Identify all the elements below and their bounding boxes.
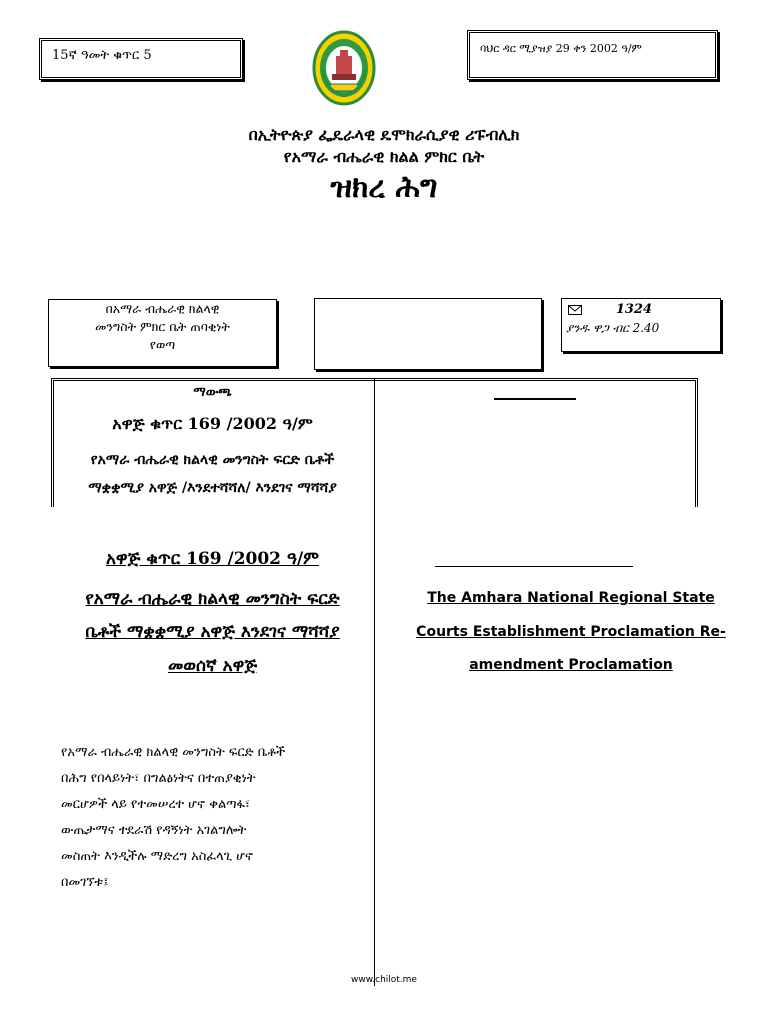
column-divider bbox=[374, 378, 375, 986]
english-title-line: amendment Proclamation bbox=[469, 657, 673, 673]
blank-box bbox=[314, 298, 542, 370]
amharic-title-line: የአማራ ብሔራዊ ክልላዊ መንግስት ፍርድ bbox=[85, 589, 340, 609]
preamble-line: ውጤታማና ተደራሽ የዳኝነት አገልግሎት bbox=[61, 823, 247, 838]
country-name: በኢትዮጵያ ፌዴራላዊ ዴሞክራሲያዊ ሪፑብሊክ bbox=[248, 125, 520, 144]
council-name: የአማራ ብሔራዊ ክልል ምክር ቤት bbox=[283, 147, 485, 166]
gazette-title: ዝክረ ሕግ bbox=[330, 170, 438, 205]
preamble-line: መርሆዎች ላይ የተመሠረተ ሆኖ ቀልጣፋ፣ bbox=[61, 797, 251, 812]
amharic-title-line: መወሰኛ አዋጅ bbox=[167, 656, 258, 676]
issuer-line: የወጣ bbox=[149, 337, 176, 352]
volume-number-box bbox=[39, 38, 243, 80]
footer-url: www.chilot.me bbox=[351, 975, 417, 985]
preamble-line: መስጠት እንዲችሉ ማድረግ አስፈላጊ ሆኖ bbox=[61, 849, 254, 864]
proclamation-number: አዋጅ ቁጥር 169 /2002 ዓ/ም bbox=[105, 549, 320, 569]
date-box bbox=[467, 30, 718, 80]
preamble-line: በመገኘቱ፤ bbox=[61, 875, 109, 890]
issuer-line: መንግስት ምክር ቤት ጠባቂነት bbox=[95, 319, 230, 334]
contents-desc-line: ማቋቋሚያ አዋጅ /እንደተሻሻለ/ እንደገና ማሻሻያ bbox=[88, 480, 337, 496]
english-title-line: The Amhara National Regional State bbox=[427, 590, 715, 606]
contents-desc-line: የአማራ ብሔራዊ ክልላዊ መንግስት ፍርድ ቤቶች bbox=[90, 452, 335, 468]
english-title-line: Courts Establishment Proclamation Re- bbox=[416, 624, 726, 640]
amharic-title-line: ቤቶች ማቋቋሚያ አዋጅ እንደገና ማሻሻያ bbox=[85, 622, 340, 642]
volume-number: 15ኛ ዓመት ቁጥር 5 bbox=[52, 48, 152, 63]
preamble-line: በሕግ የበላይነት፣ በግልፅነትና በተጠያቂነት bbox=[61, 771, 256, 786]
price: ያንዱ ዋጋ ብር 2.40 bbox=[566, 321, 660, 335]
contents-proclamation-no: አዋጅ ቁጥር 169 /2002 ዓ/ም bbox=[112, 414, 313, 433]
pobox-number: 1324 bbox=[615, 302, 653, 317]
pobox-line bbox=[568, 302, 652, 317]
regional-emblem-icon bbox=[312, 30, 376, 106]
issuer-line: በአማራ ብሔራዊ ክልላዊ bbox=[105, 301, 220, 316]
pobox-price-box bbox=[561, 298, 721, 352]
preamble-line: የአማራ ብሔራዊ ክልላዊ መንግስት ፍርድ ቤቶች bbox=[61, 745, 286, 760]
divider-line bbox=[494, 398, 576, 400]
issuer-box bbox=[48, 299, 277, 367]
contents-heading: ማውጫ bbox=[193, 385, 232, 400]
envelope-icon bbox=[568, 305, 582, 315]
divider-line bbox=[435, 566, 633, 567]
issue-date: ባህር ዳር ሚያዝያ 29 ቀን 2002 ዓ/ም bbox=[480, 42, 642, 55]
